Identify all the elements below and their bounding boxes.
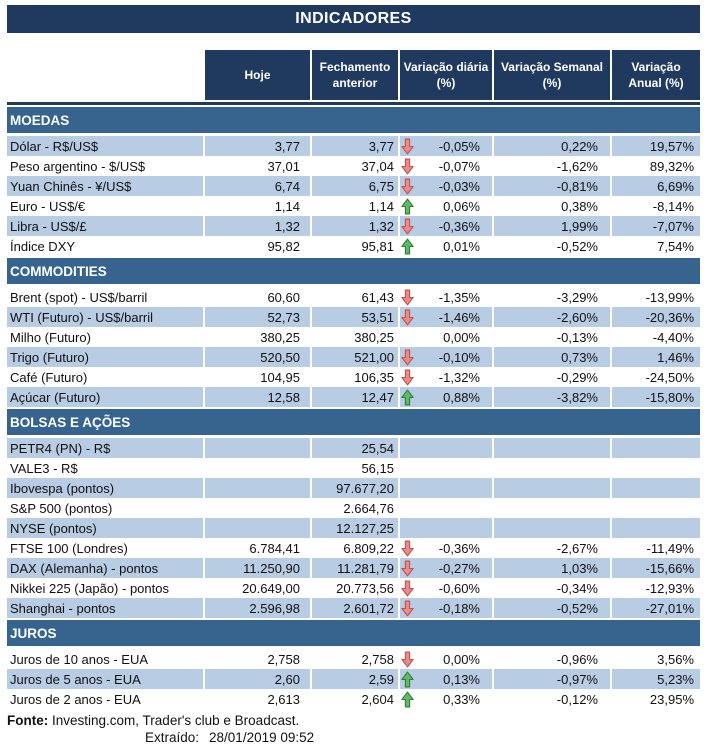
- cell-label: Libra - US$/£: [7, 216, 203, 236]
- cell-variacao-diaria: [398, 558, 492, 578]
- cell-hoje: 6,74: [203, 176, 310, 196]
- section-commodities: [7, 258, 700, 407]
- table-row: [7, 347, 700, 367]
- cell-fechamento-anterior: 3,77: [310, 136, 398, 156]
- cell-hoje: 95,82: [203, 236, 310, 256]
- cell-variacao-diaria: [398, 438, 492, 458]
- table-row: [7, 558, 700, 578]
- cell-variacao-anual: [610, 438, 700, 458]
- no-arrow: [401, 480, 415, 497]
- source-text: Investing.com, Trader's club e Broadcast.: [52, 713, 300, 728]
- cell-label: Açúcar (Futuro): [7, 387, 203, 407]
- arrow-down-icon: [401, 158, 415, 175]
- header-divider: [7, 102, 700, 105]
- arrow-down-icon: [401, 560, 415, 577]
- report-title: INDICADORES: [7, 5, 700, 33]
- cell-variacao-diaria-value: -0,05%: [438, 138, 480, 154]
- cell-hoje: 60,60: [203, 287, 310, 307]
- cell-hoje: 2,613: [203, 689, 310, 709]
- cell-hoje: 3,77: [203, 136, 310, 156]
- cell-variacao-diaria-value: 0,33%: [443, 691, 480, 707]
- table-row: [7, 387, 700, 407]
- cell-fechamento-anterior: 6.809,22: [310, 538, 398, 558]
- cell-variacao-diaria-value: -0,10%: [438, 349, 480, 365]
- source-line: [7, 712, 700, 729]
- cell-variacao-diaria-value: 0,00%: [443, 329, 480, 345]
- cell-fechamento-anterior: 11.281,79: [310, 558, 398, 578]
- cell-fechamento-anterior: 61,43: [310, 287, 398, 307]
- cell-label: FTSE 100 (Londres): [10, 540, 128, 556]
- table-row: [7, 458, 700, 478]
- cell-fechamento-anterior: 2,604: [310, 689, 398, 709]
- cell-variacao-anual: [610, 518, 700, 538]
- cell-variacao-diaria-value: -0,36%: [438, 218, 480, 234]
- cell-variacao-diaria-value: -0,60%: [438, 580, 480, 596]
- cell-label: Peso argentino - $/US$: [10, 158, 146, 174]
- arrow-up-icon: [401, 238, 415, 255]
- cell-variacao-semanal: [492, 478, 610, 498]
- cell-variacao-diaria: [398, 236, 492, 256]
- table-sections: [0, 107, 707, 709]
- cell-variacao-diaria-value: 0,00%: [443, 651, 480, 667]
- cell-hoje: [203, 438, 310, 458]
- cell-label: Ibovespa (pontos): [7, 478, 203, 498]
- arrow-down-icon: [401, 309, 415, 326]
- table-row: [7, 307, 700, 327]
- cell-variacao-anual: [610, 498, 700, 518]
- cell-variacao-anual: [610, 478, 700, 498]
- cell-variacao-diaria: [398, 498, 492, 518]
- cell-variacao-diaria: [398, 387, 492, 407]
- cell-variacao-diaria: [398, 458, 492, 478]
- report-footer: [7, 712, 700, 746]
- cell-variacao-diaria: [398, 156, 492, 176]
- section-juros: [7, 620, 700, 709]
- cell-variacao-diaria-value: -0,18%: [438, 600, 480, 616]
- cell-label: VALE3 - R$: [10, 460, 78, 476]
- table-row: [7, 367, 700, 387]
- cell-variacao-semanal: -2,60%: [492, 307, 610, 327]
- cell-hoje: [203, 518, 310, 538]
- no-arrow: [401, 500, 415, 517]
- cell-variacao-semanal: -0,81%: [492, 176, 610, 196]
- cell-label: Euro - US$/€: [10, 198, 86, 214]
- arrow-up-icon: [401, 671, 415, 688]
- cell-fechamento-anterior: 1,32: [310, 216, 398, 236]
- table-row: [7, 287, 700, 307]
- cell-variacao-diaria: [398, 136, 492, 156]
- cell-variacao-semanal: -0,52%: [492, 236, 610, 256]
- cell-hoje: [203, 478, 310, 498]
- cell-variacao-anual: [610, 458, 700, 478]
- cell-hoje: 20.649,00: [203, 578, 310, 598]
- cell-variacao-semanal: [492, 518, 610, 538]
- cell-fechamento-anterior: 97.677,20: [310, 478, 398, 498]
- cell-hoje: [203, 458, 310, 478]
- cell-variacao-diaria-value: 0,88%: [443, 389, 480, 405]
- cell-label: NYSE (pontos): [7, 518, 203, 538]
- table-row: [7, 236, 700, 256]
- cell-fechamento-anterior: 12.127,25: [310, 518, 398, 538]
- cell-variacao-semanal: 0,38%: [492, 196, 610, 216]
- arrow-up-icon: [401, 198, 415, 215]
- table-row: [7, 156, 700, 176]
- table-row: [7, 649, 700, 669]
- no-arrow: [401, 460, 415, 477]
- cell-variacao-diaria: [398, 216, 492, 236]
- extracted-line: [145, 729, 700, 746]
- cell-variacao-diaria: [398, 367, 492, 387]
- cell-variacao-anual: -20,36%: [610, 307, 700, 327]
- cell-variacao-anual: -15,66%: [610, 558, 700, 578]
- cell-variacao-diaria-value: -0,07%: [438, 158, 480, 174]
- cell-label: Shanghai - pontos: [7, 598, 203, 618]
- section-header-commodities: COMMODITIES: [7, 258, 700, 284]
- cell-label: Juros de 5 anos - EUA: [7, 669, 203, 689]
- cell-variacao-diaria: [398, 689, 492, 709]
- table-row: [7, 598, 700, 618]
- cell-fechamento-anterior: 2.664,76: [310, 498, 398, 518]
- arrow-down-icon: [401, 349, 415, 366]
- cell-hoje: 380,25: [203, 327, 310, 347]
- cell-variacao-semanal: -0,13%: [492, 327, 610, 347]
- cell-label: Índice DXY: [10, 238, 76, 254]
- cell-variacao-anual: 1,46%: [610, 347, 700, 367]
- table-row: [7, 578, 700, 598]
- column-header-hoje: Hoje: [203, 50, 310, 100]
- table-row: [7, 176, 700, 196]
- cell-label: Nikkei 225 (Japão) - pontos: [10, 580, 169, 596]
- arrow-down-icon: [401, 289, 415, 306]
- cell-hoje: 52,73: [203, 307, 310, 327]
- cell-label: WTI (Futuro) - US$/barril: [7, 307, 203, 327]
- cell-variacao-semanal: 1,99%: [492, 216, 610, 236]
- source-label: Fonte:: [7, 713, 49, 728]
- cell-variacao-diaria-value: 0,01%: [443, 238, 480, 254]
- no-arrow: [401, 440, 415, 457]
- cell-variacao-anual: 6,69%: [610, 176, 700, 196]
- cell-variacao-diaria: [398, 478, 492, 498]
- cell-variacao-anual: 19,57%: [610, 136, 700, 156]
- cell-variacao-anual: 5,23%: [610, 669, 700, 689]
- cell-variacao-anual: -24,50%: [610, 367, 700, 387]
- cell-hoje: [203, 498, 310, 518]
- table-row: [7, 518, 700, 538]
- section-bolsas-e-acoes: [7, 409, 700, 618]
- cell-fechamento-anterior: 20.773,56: [310, 578, 398, 598]
- column-header-variacao-diaria: Variação diária (%): [398, 50, 492, 100]
- cell-variacao-diaria: [398, 176, 492, 196]
- cell-variacao-anual: -13,99%: [610, 287, 700, 307]
- cell-label: Juros de 10 anos - EUA: [10, 651, 149, 667]
- cell-label: Milho (Futuro): [10, 329, 91, 345]
- cell-variacao-anual: 89,32%: [610, 156, 700, 176]
- cell-variacao-diaria-value: 0,13%: [443, 671, 480, 687]
- table-row: [7, 689, 700, 709]
- cell-variacao-anual: -12,93%: [610, 578, 700, 598]
- cell-variacao-anual: -15,80%: [610, 387, 700, 407]
- cell-variacao-anual: -8,14%: [610, 196, 700, 216]
- cell-variacao-diaria-value: 0,06%: [443, 198, 480, 214]
- cell-variacao-semanal: [492, 498, 610, 518]
- cell-variacao-semanal: -3,82%: [492, 387, 610, 407]
- header-spacer: [7, 50, 203, 100]
- cell-variacao-anual: 3,56%: [610, 649, 700, 669]
- cell-variacao-semanal: -0,29%: [492, 367, 610, 387]
- cell-fechamento-anterior: 1,14: [310, 196, 398, 216]
- cell-variacao-anual: 7,54%: [610, 236, 700, 256]
- cell-variacao-semanal: [492, 438, 610, 458]
- arrow-up-icon: [401, 389, 415, 406]
- cell-variacao-diaria: [398, 598, 492, 618]
- cell-variacao-semanal: -1,62%: [492, 156, 610, 176]
- arrow-down-icon: [401, 138, 415, 155]
- cell-variacao-diaria: [398, 649, 492, 669]
- cell-variacao-diaria: [398, 287, 492, 307]
- table-row: [7, 196, 700, 216]
- arrow-down-icon: [401, 600, 415, 617]
- arrow-down-icon: [401, 218, 415, 235]
- cell-variacao-semanal: -0,52%: [492, 598, 610, 618]
- table-row: [7, 136, 700, 156]
- cell-label: Juros de 2 anos - EUA: [10, 691, 141, 707]
- cell-hoje: 6.784,41: [203, 538, 310, 558]
- cell-variacao-semanal: 0,22%: [492, 136, 610, 156]
- cell-hoje: 2,758: [203, 649, 310, 669]
- cell-variacao-diaria-value: -0,27%: [438, 560, 480, 576]
- cell-fechamento-anterior: 106,35: [310, 367, 398, 387]
- cell-variacao-diaria-value: -0,36%: [438, 540, 480, 556]
- cell-variacao-semanal: [492, 458, 610, 478]
- cell-fechamento-anterior: 2,758: [310, 649, 398, 669]
- cell-fechamento-anterior: 95,81: [310, 236, 398, 256]
- arrow-down-icon: [401, 540, 415, 557]
- table-header-row: [7, 50, 700, 100]
- cell-fechamento-anterior: 2.601,72: [310, 598, 398, 618]
- cell-label: PETR4 (PN) - R$: [7, 438, 203, 458]
- cell-fechamento-anterior: 521,00: [310, 347, 398, 367]
- cell-variacao-anual: -4,40%: [610, 327, 700, 347]
- cell-variacao-diaria: [398, 578, 492, 598]
- table-row: [7, 478, 700, 498]
- section-header-bolsas-e-acoes: BOLSAS E AÇÕES: [7, 409, 700, 435]
- extracted-label: Extraído:: [145, 730, 200, 745]
- cell-label: Café (Futuro): [10, 369, 88, 385]
- cell-variacao-diaria-value: -1,35%: [438, 289, 480, 305]
- cell-variacao-semanal: 0,73%: [492, 347, 610, 367]
- table-row: [7, 669, 700, 689]
- cell-label: Trigo (Futuro): [7, 347, 203, 367]
- cell-variacao-diaria: [398, 307, 492, 327]
- arrow-down-icon: [401, 580, 415, 597]
- cell-variacao-semanal: -0,96%: [492, 649, 610, 669]
- cell-label: Yuan Chinês - ¥/US$: [7, 176, 203, 196]
- table-row: [7, 538, 700, 558]
- no-arrow: [401, 520, 415, 537]
- cell-variacao-diaria: [398, 518, 492, 538]
- arrow-down-icon: [401, 651, 415, 668]
- arrow-down-icon: [401, 369, 415, 386]
- section-header-moedas: MOEDAS: [7, 107, 700, 133]
- cell-fechamento-anterior: 380,25: [310, 327, 398, 347]
- cell-hoje: 104,95: [203, 367, 310, 387]
- cell-hoje: 1,14: [203, 196, 310, 216]
- column-header-variacao-semanal: Variação Semanal (%): [492, 50, 610, 100]
- section-moedas: [7, 107, 700, 256]
- cell-variacao-diaria: [398, 669, 492, 689]
- no-arrow: [401, 329, 415, 346]
- cell-variacao-semanal: -2,67%: [492, 538, 610, 558]
- table-row: [7, 327, 700, 347]
- cell-hoje: 2,60: [203, 669, 310, 689]
- cell-fechamento-anterior: 56,15: [310, 458, 398, 478]
- cell-hoje: 2.596,98: [203, 598, 310, 618]
- cell-variacao-semanal: -0,12%: [492, 689, 610, 709]
- column-header-variacao-anual: Variação Anual (%): [610, 50, 700, 100]
- cell-hoje: 37,01: [203, 156, 310, 176]
- table-row: [7, 438, 700, 458]
- table-row: [7, 216, 700, 236]
- cell-fechamento-anterior: 12,47: [310, 387, 398, 407]
- cell-fechamento-anterior: 2,59: [310, 669, 398, 689]
- arrow-up-icon: [401, 691, 415, 708]
- extracted-value: 28/01/2019 09:52: [209, 730, 315, 745]
- column-header-fechamento-anterior: Fechamento anterior: [310, 50, 398, 100]
- cell-variacao-anual: -7,07%: [610, 216, 700, 236]
- cell-fechamento-anterior: 53,51: [310, 307, 398, 327]
- cell-variacao-diaria-value: -1,46%: [438, 309, 480, 325]
- section-header-juros: JUROS: [7, 620, 700, 646]
- cell-variacao-diaria-value: -1,32%: [438, 369, 480, 385]
- cell-hoje: 12,58: [203, 387, 310, 407]
- cell-variacao-diaria: [398, 538, 492, 558]
- cell-variacao-anual: 23,95%: [610, 689, 700, 709]
- cell-hoje: 520,50: [203, 347, 310, 367]
- cell-variacao-diaria: [398, 347, 492, 367]
- cell-fechamento-anterior: 6,75: [310, 176, 398, 196]
- cell-label: Brent (spot) - US$/barril: [10, 289, 148, 305]
- cell-variacao-anual: -27,01%: [610, 598, 700, 618]
- cell-hoje: 11.250,90: [203, 558, 310, 578]
- cell-label: DAX (Alemanha) - pontos: [7, 558, 203, 578]
- table-row: [7, 498, 700, 518]
- arrow-down-icon: [401, 178, 415, 195]
- cell-hoje: 1,32: [203, 216, 310, 236]
- cell-label: Dólar - R$/US$: [7, 136, 203, 156]
- cell-variacao-semanal: -3,29%: [492, 287, 610, 307]
- cell-variacao-diaria: [398, 196, 492, 216]
- cell-fechamento-anterior: 37,04: [310, 156, 398, 176]
- cell-fechamento-anterior: 25,54: [310, 438, 398, 458]
- cell-variacao-anual: -11,49%: [610, 538, 700, 558]
- cell-label: S&P 500 (pontos): [10, 500, 113, 516]
- cell-variacao-semanal: -0,97%: [492, 669, 610, 689]
- cell-variacao-diaria: [398, 327, 492, 347]
- cell-variacao-semanal: -0,34%: [492, 578, 610, 598]
- cell-variacao-diaria-value: -0,03%: [438, 178, 480, 194]
- cell-variacao-semanal: 1,03%: [492, 558, 610, 578]
